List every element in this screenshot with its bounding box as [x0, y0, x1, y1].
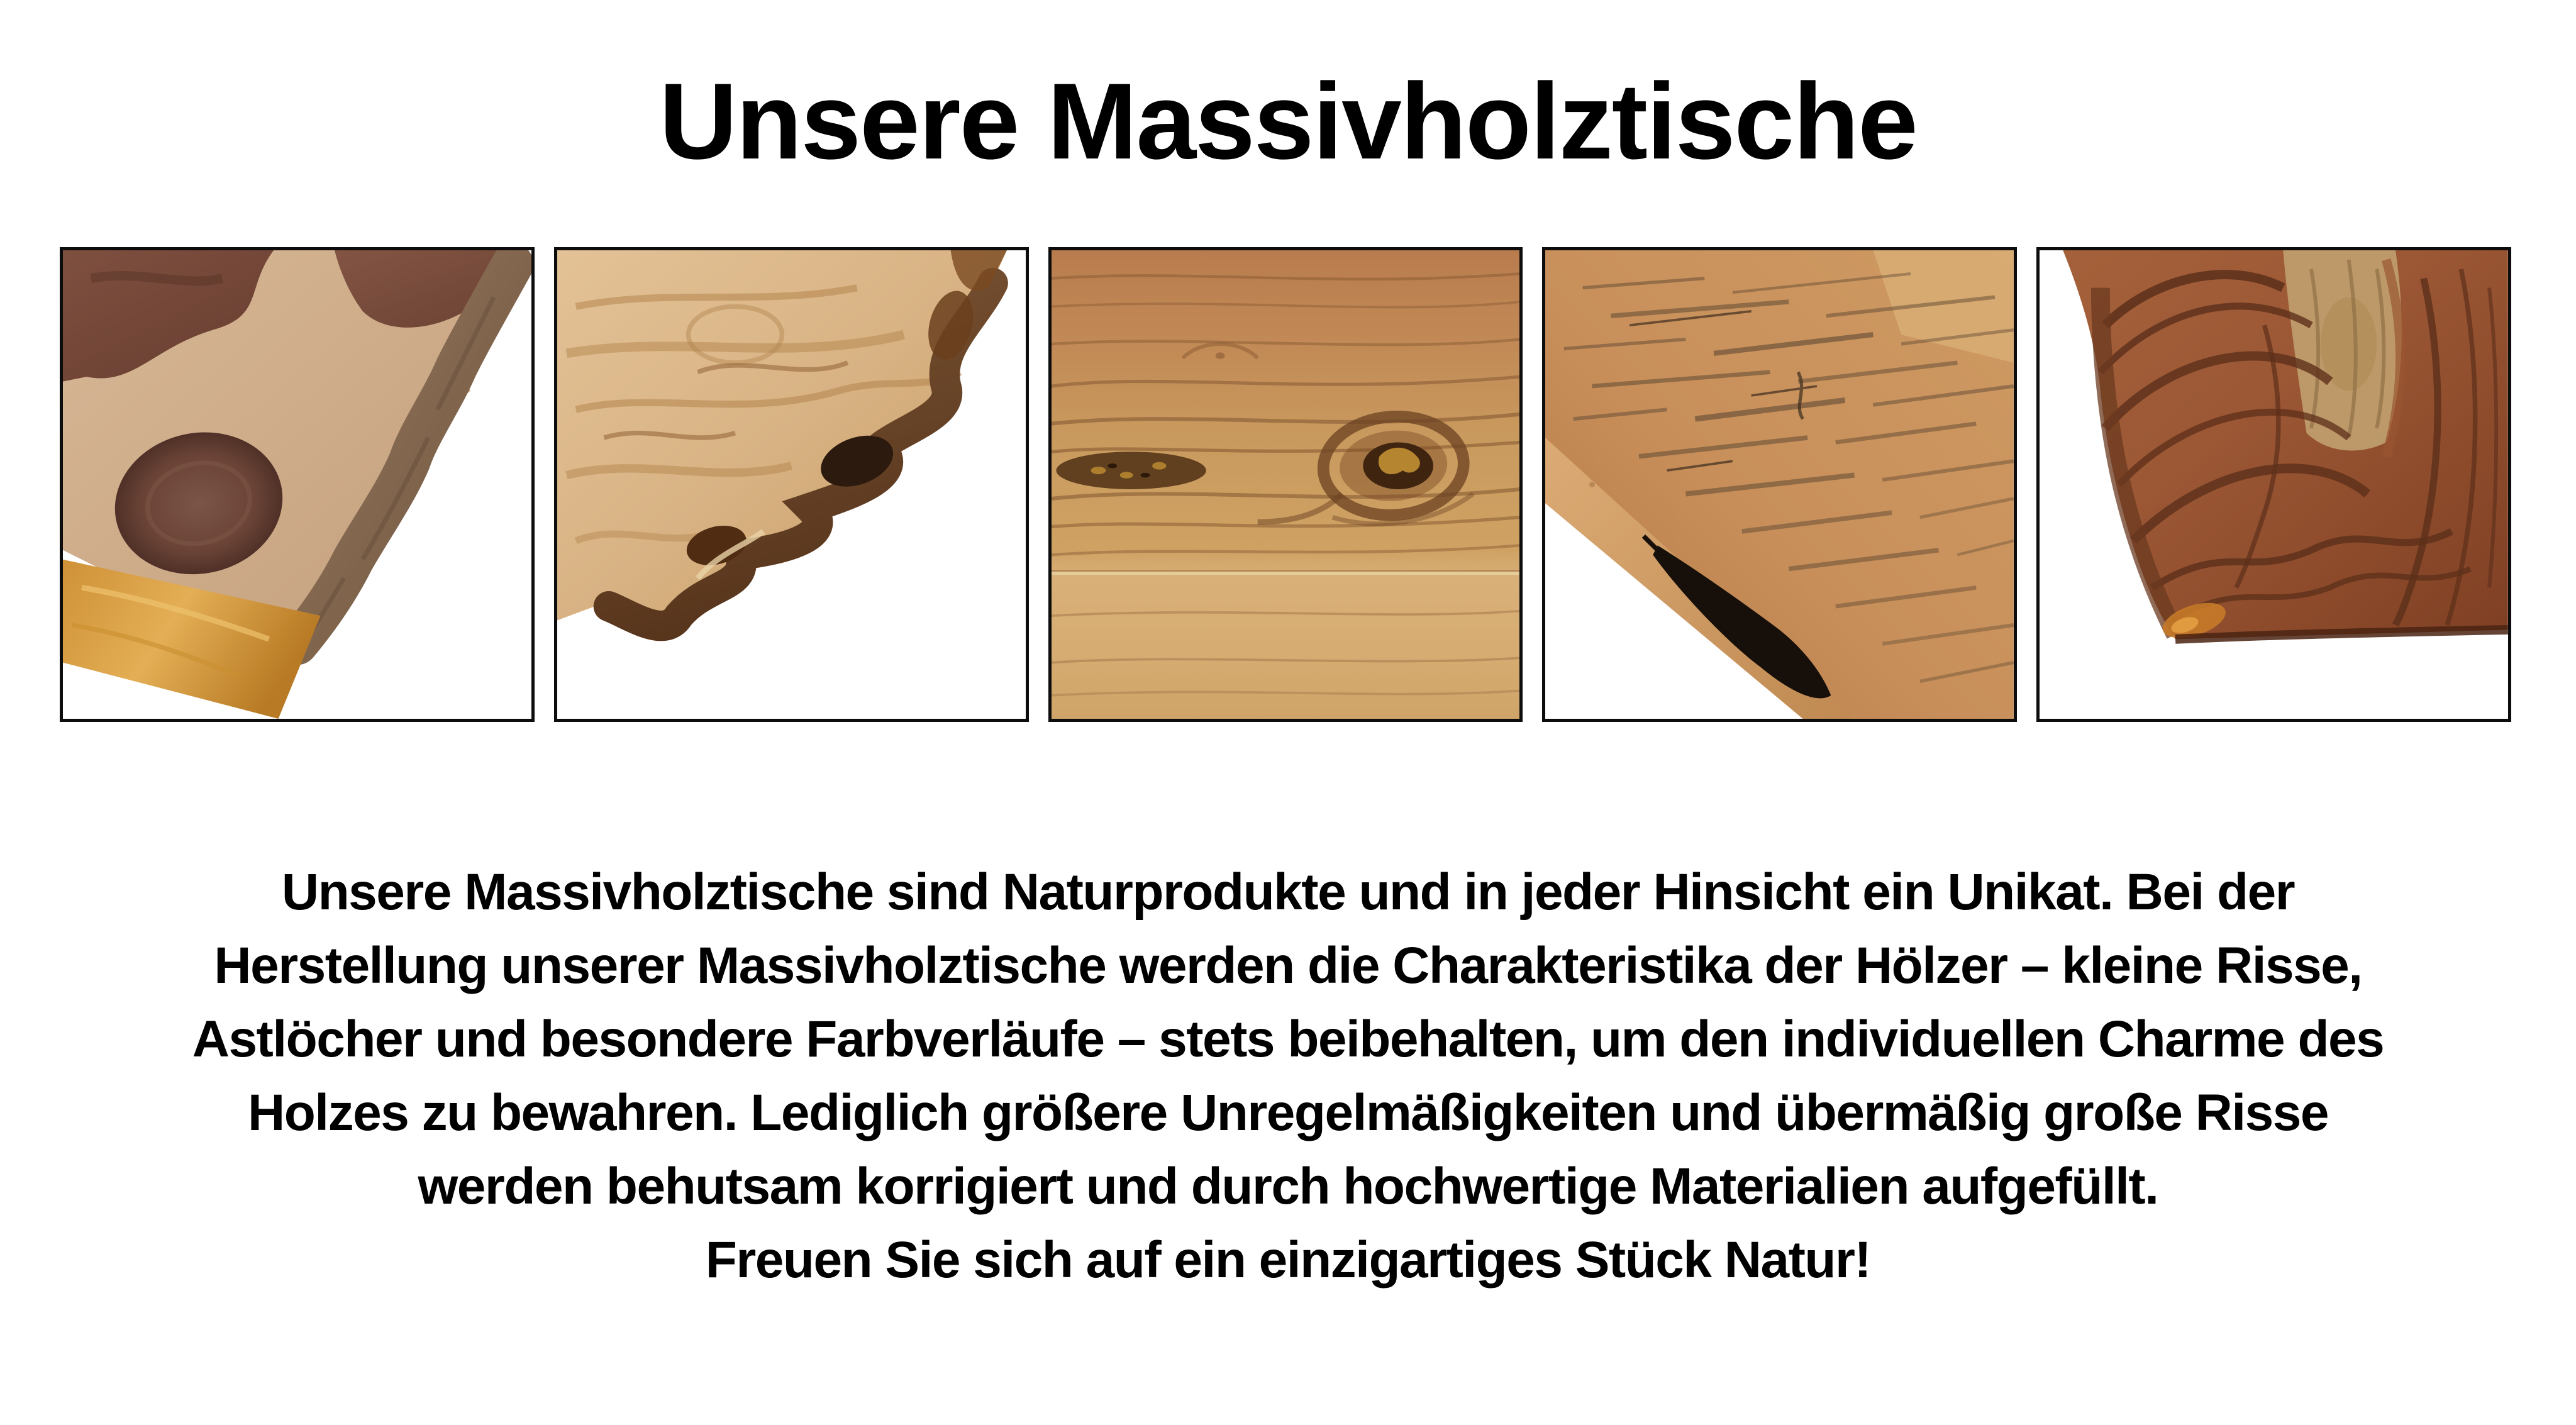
wood-sample-5	[2036, 247, 2511, 722]
description-line-1: Unsere Massivholztische sind Naturprodukte und in jeder Hinsicht ein Unikat. Bei der	[281, 863, 2295, 921]
wood-sample-gallery	[60, 247, 2511, 722]
wood-sample-1	[60, 247, 535, 722]
wood-photo-art-2	[557, 250, 1026, 719]
wood-sample-4	[1542, 247, 2017, 722]
description-line-4: Holzes zu bewahren. Lediglich größere Unregelmäßigkeiten und übermäßig große Risse	[248, 1084, 2328, 1141]
description-block	[0, 855, 2576, 1297]
description-line-6: Freuen Sie sich auf ein einzigartiges Stück Natur!	[705, 1231, 1871, 1289]
wood-sample-2	[554, 247, 1029, 722]
wood-photo-art-5	[2040, 250, 2508, 719]
wood-sample-3	[1048, 247, 1523, 722]
wood-photo-art-4	[1545, 250, 2014, 719]
page-title: Unsere Massivholztische	[659, 61, 1917, 182]
description-line-3: Astlöcher und besondere Farbverläufe – stets beibehalten, um den individuellen Charme des	[192, 1011, 2384, 1068]
description-line-5: werden behutsam korrigiert und durch hochwertige Materialien aufgefüllt.	[418, 1158, 2158, 1215]
wood-photo-art-3	[1052, 250, 1520, 719]
description-line-2: Herstellung unserer Massivholztische werden die Charakteristika der Hölzer – kleine Risse,	[214, 937, 2362, 994]
wood-photo-art-1	[63, 250, 531, 719]
